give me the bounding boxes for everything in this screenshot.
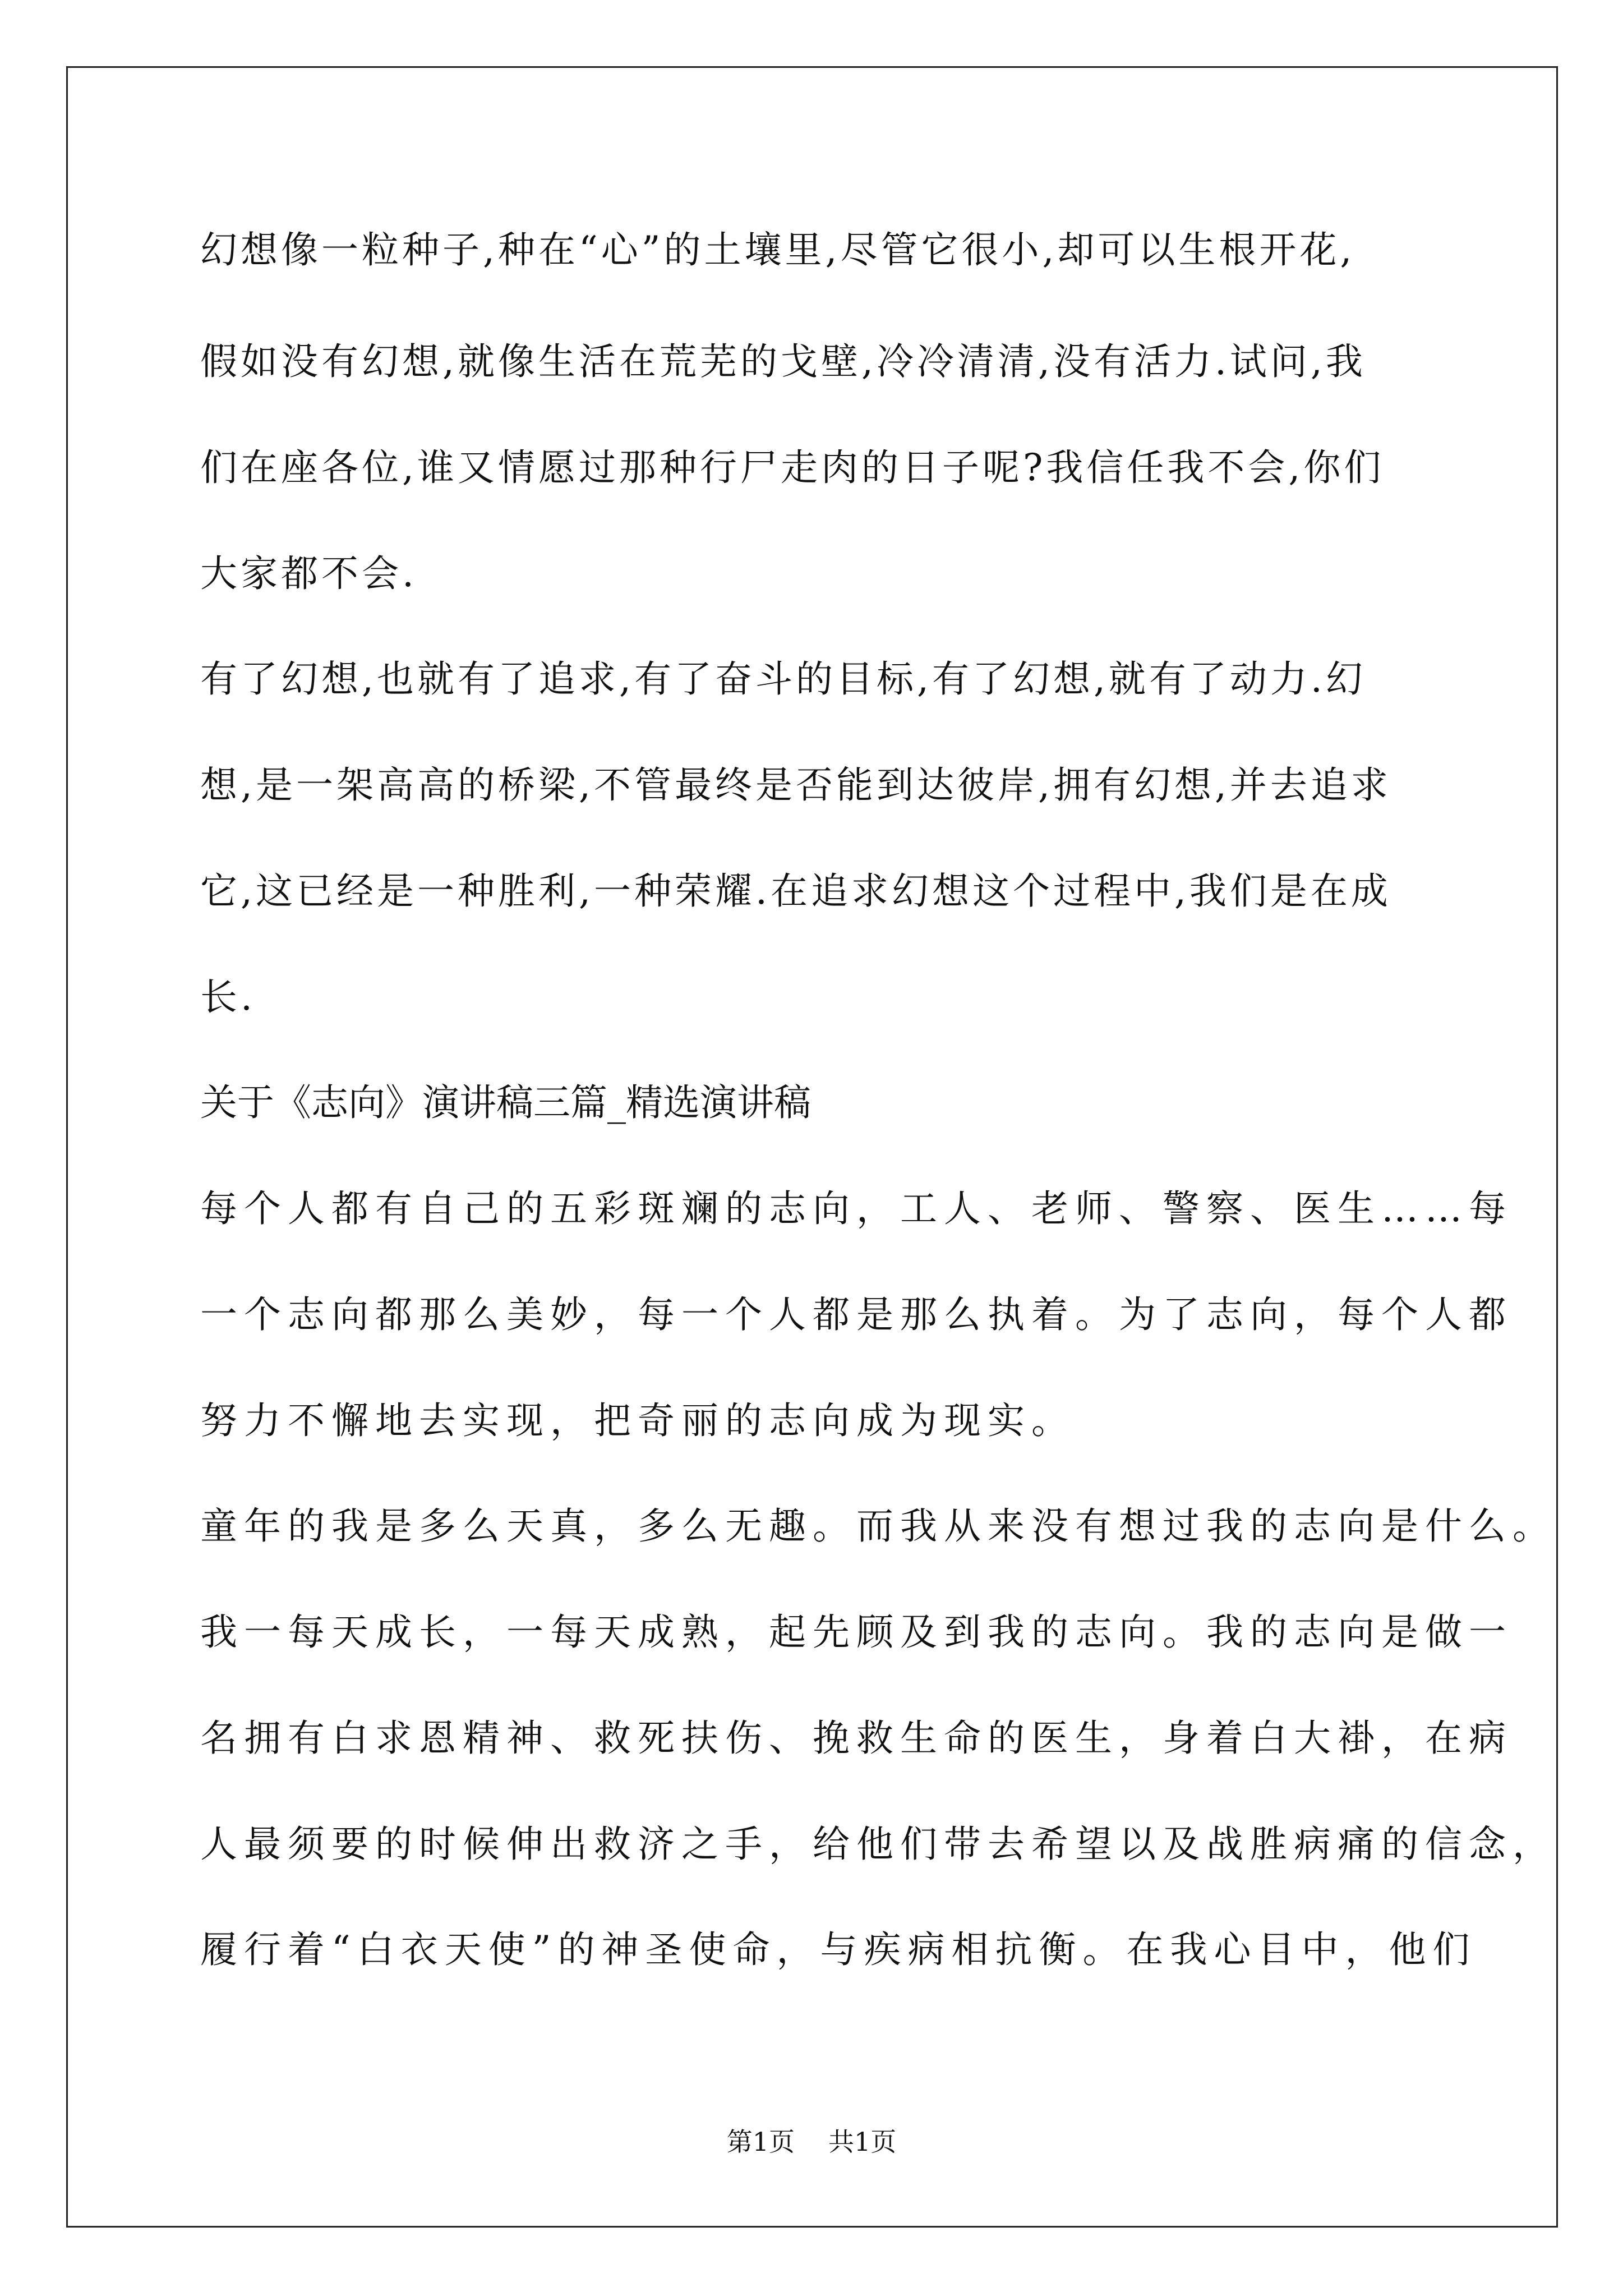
paragraph-line: 我一每天成长，一每天成熟，起先顾及到我的志向。我的志向是做一 xyxy=(200,1611,1513,1654)
page-number: 第1页 xyxy=(726,2127,795,2157)
section-title: 关于《志向》演讲稿三篇_精选演讲稿 xyxy=(200,1081,811,1124)
paragraph-line: 每个人都有自己的五彩斑斓的志向，工人、老师、警察、医生……每 xyxy=(200,1187,1513,1230)
paragraph-line: 名拥有白求恩精神、救死扶伤、挽救生命的医生，身着白大褂，在病 xyxy=(200,1717,1513,1760)
paragraph-line: 想,是一架高高的桥梁,不管最终是否能到达彼岸,拥有幻想,并去追求 xyxy=(200,763,1391,807)
paragraph-line: 一个志向都那么美妙，每一个人都是那么执着。为了志向，每个人都 xyxy=(200,1293,1513,1336)
page-total: 共1页 xyxy=(828,2127,897,2157)
paragraph-line: 它,这已经是一种胜利,一种荣耀.在追求幻想这个过程中,我们是在成 xyxy=(200,869,1391,913)
paragraph-line: 长. xyxy=(200,976,256,1019)
paragraph-line: 努力不懈地去实现，把奇丽的志向成为现实。 xyxy=(200,1399,1075,1442)
page-border xyxy=(66,66,1558,2228)
paragraph-line: 假如没有幻想,就像生活在荒芜的戈壁,冷冷清清,没有活力.试问,我 xyxy=(200,340,1366,383)
paragraph-line: 有了幻想,也就有了追求,有了奋斗的目标,有了幻想,就有了动力.幻 xyxy=(200,657,1366,701)
page-footer xyxy=(0,2129,1623,2155)
paragraph-line: 人最须要的时候伸出救济之手，给他们带去希望以及战胜病痛的信念， xyxy=(200,1823,1556,1866)
paragraph-line: 大家都不会. xyxy=(200,552,417,595)
paragraph-line: 们在座各位,谁又情愿过那种行尸走肉的日子呢?我信任我不会,你们 xyxy=(200,446,1385,489)
paragraph-line: 幻想像一粒种子,种在“心”的土壤里,尽管它很小,却可以生根开花, xyxy=(200,228,1355,272)
paragraph-line: 童年的我是多么天真，多么无趣。而我从来没有想过我的志向是什么。 xyxy=(200,1504,1556,1548)
paragraph-line: 履行着“白衣天使”的神圣使命，与疾病相抗衡。在我心目中，他们 xyxy=(200,1928,1477,1971)
